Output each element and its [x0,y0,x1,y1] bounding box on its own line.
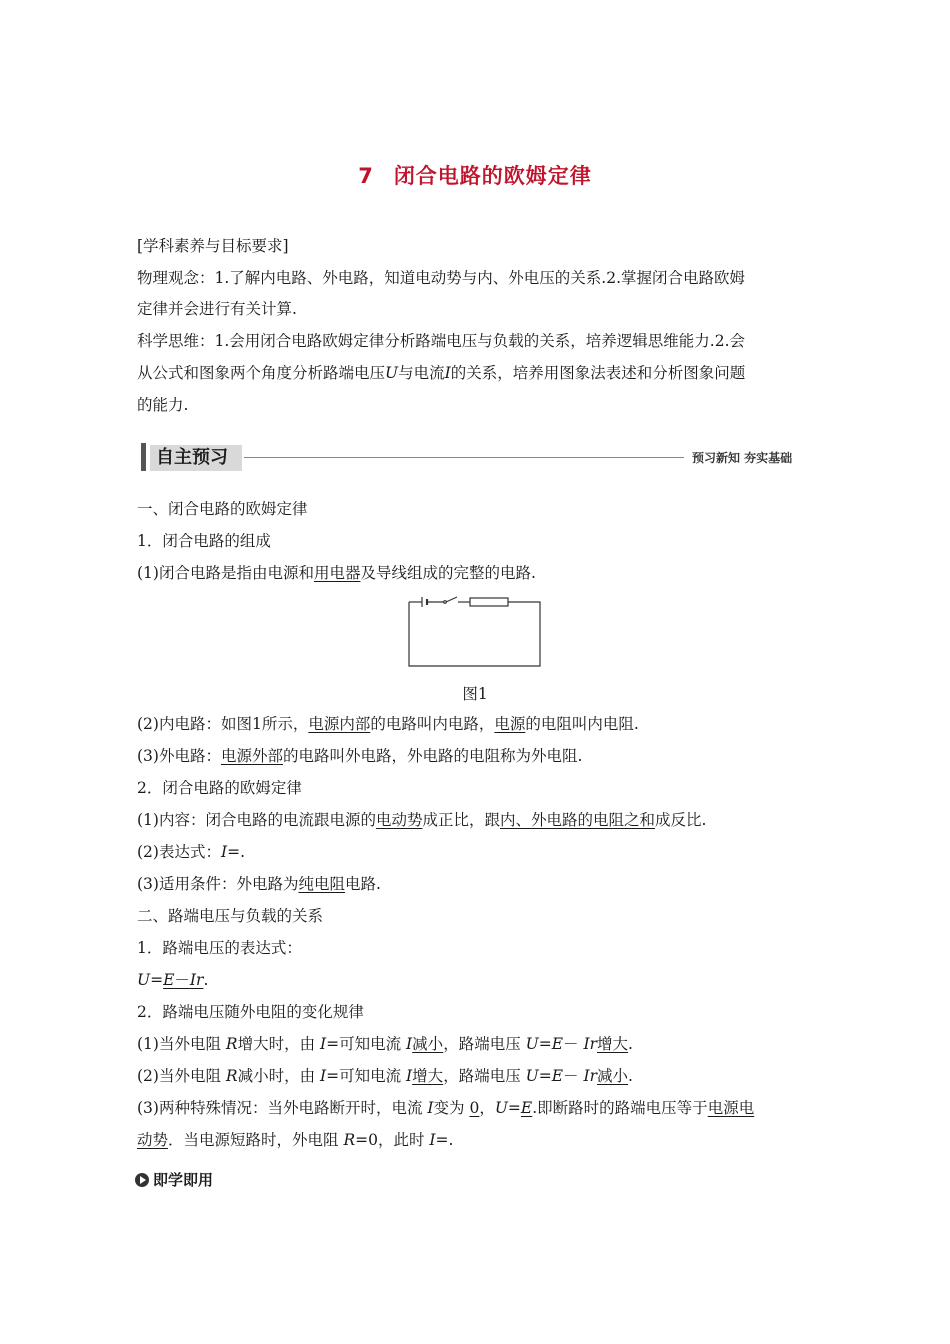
part1-line-4: (1)内容：闭合电路的电流跟电源的电动势成正比，跟内、外电路的电阻之和成反比. [137,811,707,829]
switch-contact [444,601,447,604]
part1-heading: 一、闭合电路的欧姆定律 [137,500,308,518]
practice-heading-label: 即学即用 [153,1171,214,1189]
play-icon [135,1173,149,1187]
part1-sub1: 1．闭合电路的组成 [137,532,271,550]
part1-line-2: (2)内电路：如图1所示，电源内部的电路叫内电路，电源的电阻叫内电阻. [137,715,639,733]
goals-physics-line-2: 定律并会进行有关计算. [137,300,297,318]
practice-heading [135,1169,213,1190]
page-title [0,160,950,190]
part1-sub2: 2．闭合电路的欧姆定律 [137,779,302,797]
goals-thinking-line-3: 的能力. [137,396,189,414]
circuit-wire [409,602,540,666]
part2-line-3: (3)两种特殊情况：当外电路断开时，电流 I变为 0，U=E.即断路时的路端电压等于电源电 [137,1099,755,1117]
resistor [470,598,508,606]
part2-line-1: (1)当外电阻 R增大时，由 I=可知电流 I减小，路端电压 U=E－ Ir增大. [137,1035,633,1053]
section-subtitle: 预习新知 夯实基础 [692,451,793,465]
part2-heading: 二、路端电压与负载的关系 [137,907,324,925]
goals-physics-line-1: 物理观念：1.了解内电路、外电路，知道电动势与内、外电压的关系.2.掌握闭合电路欧姆 [137,269,746,287]
part1-line-3: (3)外电路：电源外部的电路叫外电路，外电路的电阻称为外电阻. [137,747,583,765]
part2-sub2: 2．路端电压随外电阻的变化规律 [137,1003,364,1021]
section-bar [141,443,146,471]
part1-line-5: (2)表达式：I=. [137,843,246,861]
goals-thinking-line-2: 从公式和图象两个角度分析路端电压U与电流I的关系，培养用图象法表述和分析图象问题 [137,364,746,382]
section-rule [244,457,684,458]
section-title: 自主预习 [150,445,242,471]
switch-lever [446,597,457,602]
title-text: 闭合电路的欧姆定律 [393,164,592,188]
figure-caption: 图1 [462,685,488,703]
part2-line-4: 动势．当电源短路时，外电阻 R=0，此时 I=. [137,1131,454,1149]
part1-line-1: (1)闭合电路是指由电源和用电器及导线组成的完整的电路. [137,564,536,582]
circuit-diagram [400,592,550,672]
title-number: 7 [358,164,374,188]
part2-line-2: (2)当外电阻 R减小时，由 I=可知电流 I增大，路端电压 U=E－ Ir减小. [137,1067,633,1085]
part2-sub1: 1．路端电压的表达式： [137,939,302,957]
part1-line-6: (3)适用条件：外电路为纯电阻电路. [137,875,381,893]
goals-heading: [学科素养与目标要求] [137,237,289,255]
goals-thinking-line-1: 科学思维：1.会用闭合电路欧姆定律分析路端电压与负载的关系，培养逻辑思维能力.2.会 [137,332,746,350]
part2-expression: U=E－Ir. [137,971,209,989]
